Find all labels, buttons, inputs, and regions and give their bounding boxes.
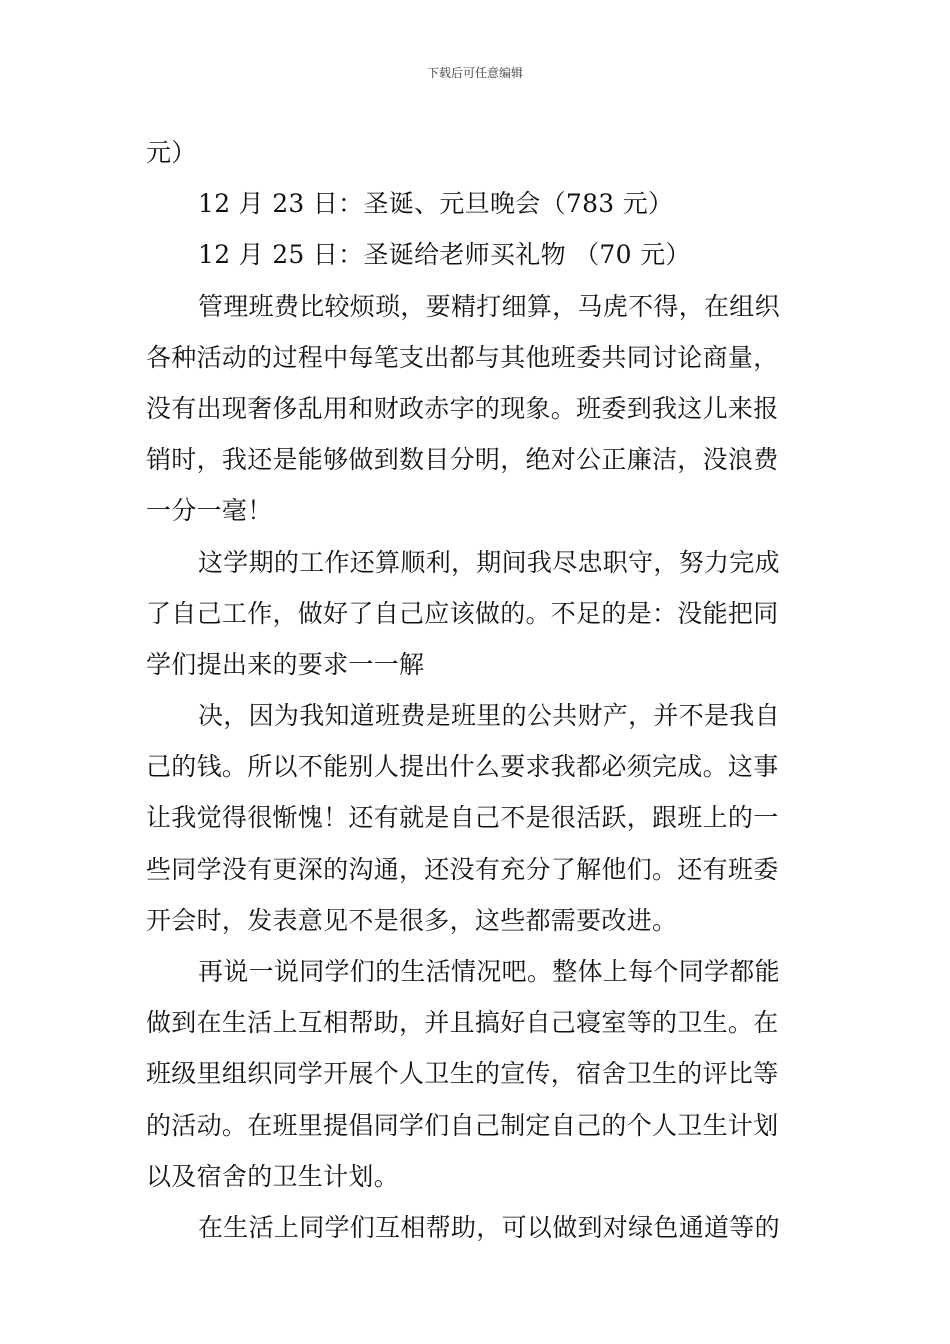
text-line: 这学期的工作还算顺利，期间我尽忠职守，努力完成 <box>198 547 780 577</box>
text-line: 以及宿舍的卫生计划。 <box>146 1161 400 1191</box>
text-line: 让我觉得很惭愧！还有就是自己不是很活跃，跟班上的一 <box>146 803 779 833</box>
text-line: 在生活上同学们互相帮助，可以做到对绿色通道等的 <box>198 1212 780 1242</box>
text-line: 学们提出来的要求一一解 <box>146 649 425 679</box>
text-line: 销时，我还是能够做到数目分明，绝对公正廉洁，没浪费 <box>146 445 779 475</box>
text-line: 一分一毫！ <box>146 496 273 526</box>
text-line: 了自己工作，做好了自己应该做的。不足的是：没能把同 <box>146 598 779 628</box>
text-line: 再说一说同学们的生活情况吧。整体上每个同学都能 <box>198 957 780 986</box>
text-line: 12 月 25 日：圣诞给老师买礼物 （70 元） <box>198 240 691 270</box>
page-header: 下载后可任意编辑 <box>426 66 523 80</box>
text-line: 开会时，发表意见不是很多，这些都需要改进。 <box>146 905 678 935</box>
text-line: 管理班费比较烦琐，要精打细算，马虎不得，在组织 <box>198 291 780 321</box>
text-line: 的活动。在班里提倡同学们自己制定自己的个人卫生计划 <box>146 1110 779 1140</box>
text-line: 各种活动的过程中每笔支出都与其他班委共同讨论商量， <box>146 342 779 372</box>
text-line: 些同学没有更深的沟通，还没有充分了解他们。还有班委 <box>146 854 779 884</box>
text-line: 己的钱。所以不能别人提出什么要求我都必须完成。这事 <box>146 752 779 782</box>
document-body <box>146 127 810 1253</box>
text-line: 12 月 23 日：圣诞、元旦晚会（783 元） <box>198 189 674 219</box>
text-line: 没有出现奢侈乱用和财政赤字的现象。班委到我这儿来报 <box>146 393 779 423</box>
text-line: 做到在生活上互相帮助，并且搞好自己寝室等的卫生。在 <box>146 1008 779 1038</box>
text-line: 元） <box>146 138 197 167</box>
text-line: 决，因为我知道班费是班里的公共财产，并不是我自 <box>198 701 780 731</box>
text-line: 班级里组织同学开展个人卫生的宣传，宿舍卫生的评比等 <box>146 1059 779 1089</box>
